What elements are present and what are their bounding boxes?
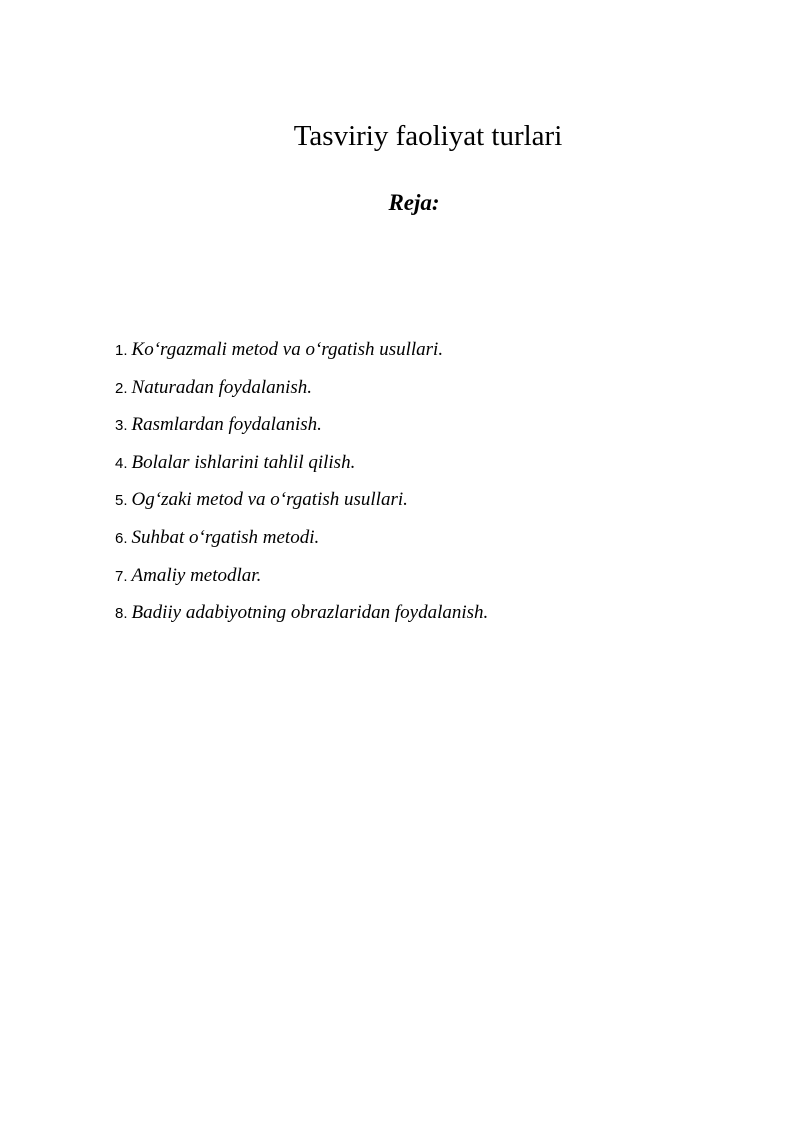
- plan-item-number: 2.: [115, 379, 128, 397]
- plan-item-text: Naturadan foydalanish.: [131, 376, 313, 398]
- plan-item-2: [115, 372, 488, 410]
- plan-item-text: Rasmlardan foydalanish.: [131, 414, 322, 436]
- plan-list: [115, 334, 488, 635]
- plan-item-text: Og‘zaki metod va o‘rgatish usullari.: [131, 489, 408, 511]
- plan-item-3: [115, 409, 488, 447]
- plan-item-text: Badiiy adabiyotning obrazlaridan foydalanish.: [131, 602, 489, 624]
- plan-item-4: [115, 447, 488, 485]
- plan-item-text: Bolalar ishlarini tahlil qilish.: [131, 451, 356, 473]
- plan-item-number: 7.: [115, 567, 128, 585]
- plan-item-5: [115, 484, 488, 522]
- plan-item-text: Ko‘rgazmali metod va o‘rgatish usullari.: [131, 339, 444, 360]
- plan-item-number: 8.: [115, 605, 128, 623]
- plan-item-number: 3.: [115, 417, 128, 435]
- plan-item-6: [115, 522, 488, 560]
- plan-item-number: 1.: [115, 342, 128, 359]
- plan-item-8: [115, 597, 488, 635]
- plan-heading: Reja:: [388, 190, 440, 215]
- plan-item-7: [115, 560, 488, 598]
- plan-item-number: 5.: [115, 492, 128, 510]
- plan-item-text: Suhbat o‘rgatish metodi.: [131, 526, 320, 548]
- plan-item-1: [115, 334, 488, 372]
- plan-item-number: 6.: [115, 529, 128, 547]
- plan-item-text: Amaliy metodlar.: [131, 564, 262, 586]
- document-title: Tasviriy faoliyat turlari: [293, 120, 563, 152]
- plan-item-number: 4.: [115, 454, 128, 472]
